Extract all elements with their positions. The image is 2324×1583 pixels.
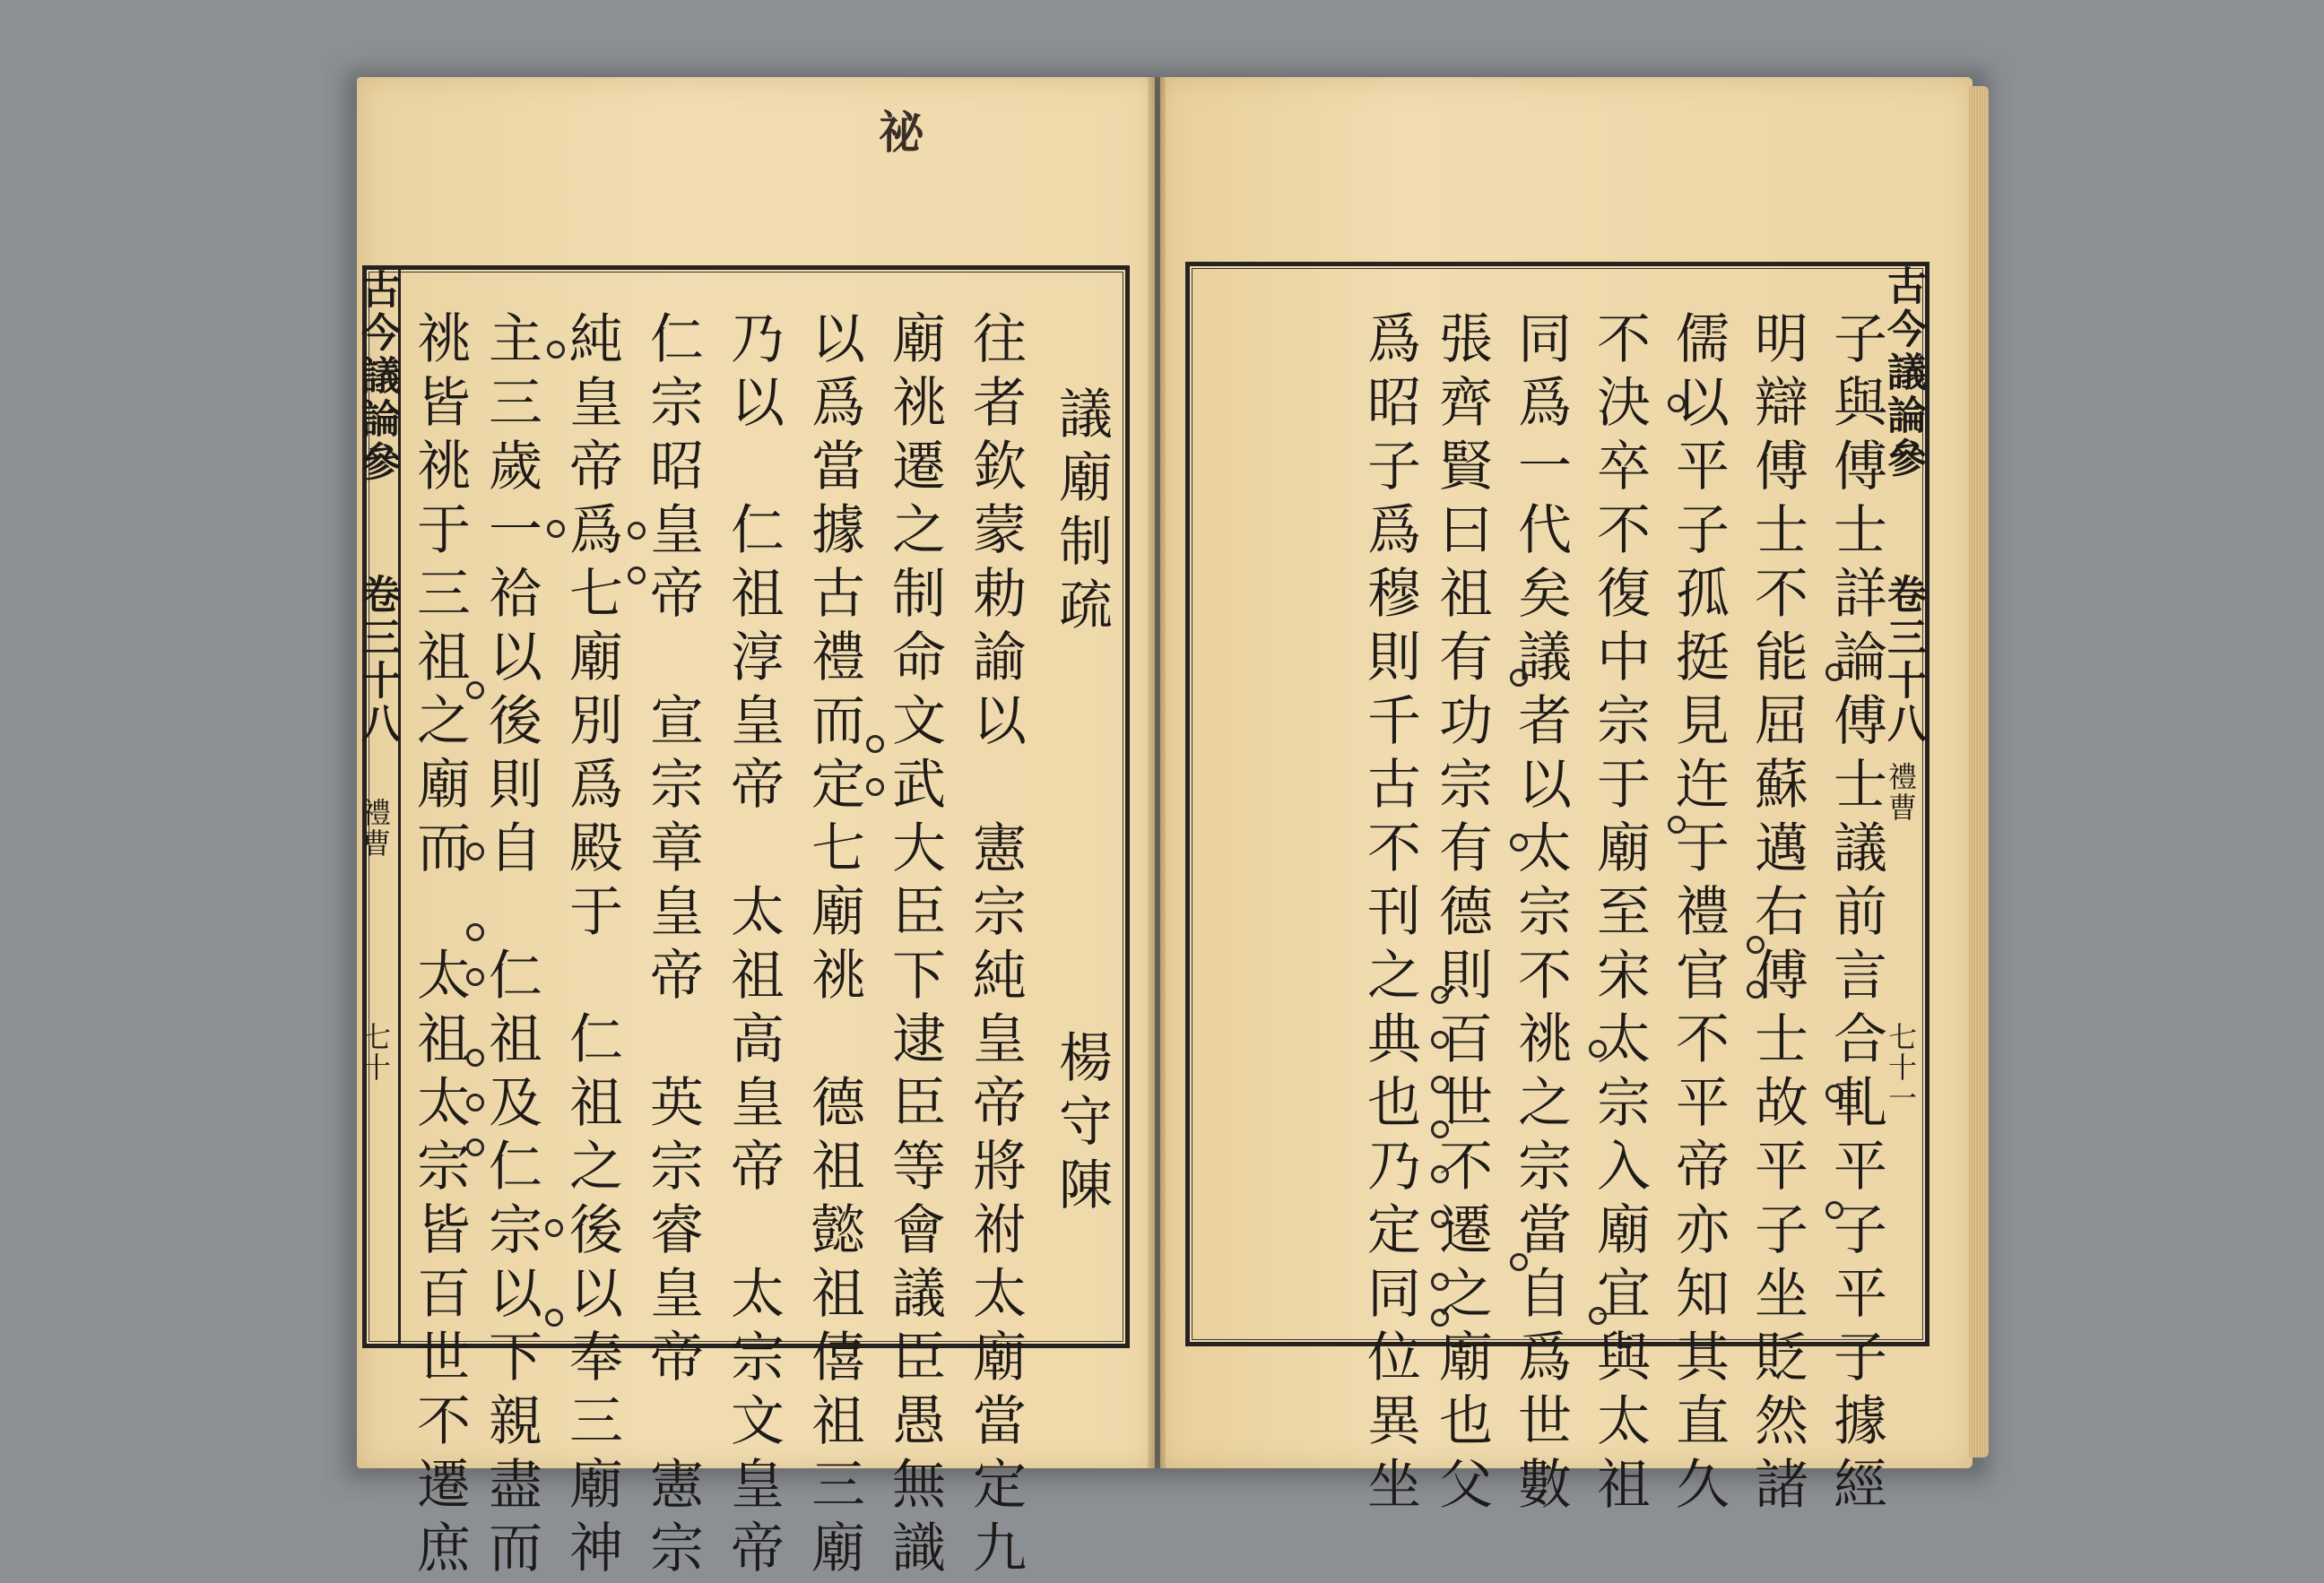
right-column-2: 明辯傅士不能屈蘇邁右傅士故平子坐貶然諸: [1746, 310, 1808, 1519]
right-column-4: 不決卒不復中宗于廟至宋太宗入廟宜與太祖: [1588, 310, 1651, 1519]
punctuation-circle: [1431, 1273, 1449, 1291]
punctuation-circle: [1747, 981, 1765, 999]
punctuation-circle: [628, 522, 646, 540]
punctuation-circle: [1589, 1307, 1607, 1325]
punctuation-circle: [1431, 1031, 1449, 1049]
punctuation-circle: [466, 843, 484, 861]
left-column-7: 主三歲一祫以後則自 仁祖及仁宗以下親盡而: [480, 310, 542, 1583]
left-column-8: 祧皆祧于三祖之廟而 太祖太宗皆百世不遷庶: [408, 310, 471, 1583]
right-column-1: 子與傅士詳論傅士議前言合軋平子平子據經: [1825, 310, 1887, 1519]
right-column-3: 儒以平子孤挺見迕于禮官不平帝亦知其直久: [1667, 310, 1730, 1519]
punctuation-circle: [1431, 1309, 1449, 1327]
book-gutter: [1148, 77, 1166, 1468]
punctuation-circle: [866, 778, 884, 796]
punctuation-circle: [1668, 816, 1686, 834]
left-column-3: 以爲當據古禮而定七廟祧 德祖懿祖僖祖三廟: [802, 310, 865, 1583]
punctuation-circle: [466, 1138, 484, 1156]
right-margin-section: 禮曹: [1884, 762, 1918, 823]
left-margin-section: 禮曹: [358, 798, 392, 859]
left-column-2: 廟祧遷之制命文武大臣下逮臣等會議臣愚無識: [883, 310, 946, 1583]
punctuation-circle: [545, 1219, 563, 1237]
punctuation-circle: [545, 1309, 563, 1327]
right-column-7: 爲昭子爲穆則千古不刊之典也乃定同位異坐: [1358, 310, 1421, 1519]
punctuation-circle: [1668, 394, 1686, 412]
punctuation-circle: [1431, 1076, 1449, 1094]
punctuation-circle: [466, 1049, 484, 1067]
left-heading: 議廟制疏: [1050, 385, 1113, 640]
punctuation-circle: [1825, 663, 1843, 681]
right-column-5: 同爲一代矣議者以太宗不祧之宗當自爲世數: [1509, 310, 1572, 1519]
punctuation-circle: [1747, 936, 1765, 954]
left-column-6: 純皇帝爲七廟別爲殿于 仁祖之後以奉三廟神: [560, 310, 623, 1583]
punctuation-circle: [1825, 1201, 1843, 1219]
punctuation-circle: [1510, 669, 1528, 687]
left-margin-title: 古今議論參: [354, 269, 400, 484]
left-column-1: 往者欽蒙勅諭以 憲宗純皇帝將祔太廟當定九: [964, 310, 1027, 1583]
right-margin-volume: 卷三十八: [1880, 574, 1926, 746]
seal-stamp-text: 祕: [879, 106, 924, 159]
punctuation-circle: [466, 1094, 484, 1112]
seal-stamp: [879, 97, 931, 159]
left-margin-volume: 卷三十八: [354, 574, 400, 746]
left-author: 楊守陳: [1050, 1029, 1113, 1220]
punctuation-circle: [466, 923, 484, 941]
left-column-4: 乃以 仁祖淳皇帝 太祖高皇帝 太宗文皇帝: [722, 310, 785, 1583]
punctuation-circle: [547, 341, 565, 359]
page-edges: [1969, 86, 1989, 1458]
punctuation-circle: [466, 681, 484, 699]
punctuation-circle: [547, 520, 565, 538]
punctuation-circle: [1431, 1120, 1449, 1138]
punctuation-circle: [466, 968, 484, 986]
right-margin-folio: 七十一: [1884, 1022, 1918, 1113]
punctuation-circle: [1510, 1253, 1528, 1271]
punctuation-circle: [1589, 1040, 1607, 1058]
punctuation-circle: [1431, 986, 1449, 1004]
punctuation-circle: [1510, 834, 1528, 852]
right-margin-title: 古今議論參: [1880, 265, 1926, 480]
punctuation-circle: [628, 567, 646, 584]
left-margin-folio: 七十: [358, 1022, 392, 1083]
punctuation-circle: [1431, 1210, 1449, 1228]
left-column-5: 仁宗昭皇帝 宣宗章皇帝 英宗睿皇帝 憲宗: [641, 310, 704, 1583]
punctuation-circle: [1431, 1165, 1449, 1183]
punctuation-circle: [1825, 1085, 1843, 1103]
right-column-6: 張齊賢曰祖有功宗有德則百世不遷之廟也父: [1430, 310, 1493, 1519]
punctuation-circle: [866, 735, 884, 753]
